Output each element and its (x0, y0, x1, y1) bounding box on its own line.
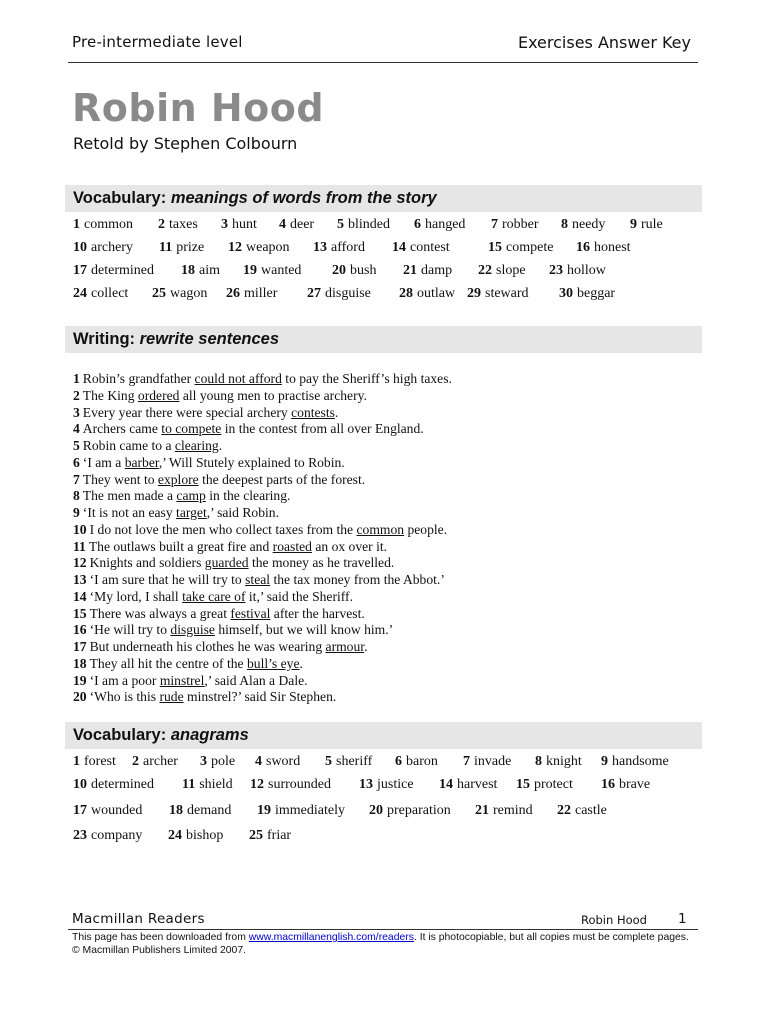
answer-number: 14 (392, 240, 406, 255)
sentence-text-end: ,’ said Robin. (206, 505, 279, 520)
answer-word-underlined: camp (176, 488, 206, 504)
vocabulary-answer (337, 217, 390, 233)
page-subtitle: Retold by Stephen Colbourn (73, 134, 298, 153)
answer-number: 1 (73, 371, 80, 386)
writing-answer-line (73, 522, 452, 539)
answer-word-underlined: bull’s eye (247, 655, 300, 671)
vocabulary-answer (226, 286, 277, 302)
vocabulary-answer (630, 217, 663, 233)
writing-answer-line (73, 622, 452, 639)
answer-word: company (91, 828, 143, 843)
vocabulary-answer (181, 263, 220, 279)
anagram-answer (395, 754, 438, 770)
anagram-answer (557, 803, 607, 819)
vocabulary-answer (243, 263, 301, 279)
footer-divider (68, 929, 698, 930)
vocabulary-answer (221, 217, 257, 233)
section-header-writing (65, 326, 702, 353)
answer-word: wounded (91, 803, 143, 818)
answer-number: 27 (307, 286, 321, 301)
vocabulary-answer (399, 286, 455, 302)
answer-number: 30 (559, 286, 573, 301)
footer-title: Robin Hood (581, 913, 647, 927)
vocabulary-answer (158, 217, 198, 233)
anagram-answer (73, 803, 142, 819)
answer-number: 20 (332, 263, 346, 278)
footer-note-text: This page has been downloaded from (72, 932, 249, 943)
writing-answer-line (73, 505, 452, 522)
anagram-answer (249, 828, 291, 844)
sentence-text-end: . (334, 404, 339, 420)
answer-word: robber (502, 217, 539, 232)
sentence-text-end: . (299, 655, 303, 671)
anagram-answer (255, 754, 300, 770)
answer-number: 12 (228, 240, 242, 255)
vocabulary-answer (576, 240, 631, 256)
sentence-text: ‘Who is this (89, 689, 160, 705)
answer-number: 21 (403, 263, 417, 278)
answer-word-underlined: target (176, 505, 207, 520)
sentence-text: ‘My lord, I shall (89, 588, 183, 604)
answer-number: 5 (337, 217, 344, 232)
writing-answer-line (73, 656, 452, 673)
vocabulary-answer (307, 286, 371, 302)
answer-number: 6 (414, 217, 421, 232)
answer-number: 23 (73, 828, 87, 843)
answer-row (73, 828, 713, 851)
section-description: rewrite sentences (139, 330, 280, 348)
writing-answer-line (73, 438, 452, 455)
writing-answer-line (73, 589, 452, 606)
anagram-answer (250, 777, 331, 793)
answer-word: contest (410, 240, 450, 255)
vocabulary-answer (491, 217, 539, 233)
answer-number: 8 (73, 488, 80, 504)
sentence-text: The outlaws built a great fire and (88, 538, 273, 554)
answer-word: compete (506, 240, 554, 255)
section-description: anagrams (170, 726, 249, 744)
answer-word-underlined: barber (124, 454, 159, 470)
anagram-answer (168, 828, 223, 844)
sentence-text: Knights and soldiers (89, 555, 205, 571)
answer-number: 15 (488, 240, 502, 255)
answer-word-underlined: common (356, 521, 405, 537)
answer-number: 13 (359, 777, 373, 792)
anagram-answer (169, 803, 231, 819)
answer-word-underlined: roasted (272, 538, 312, 554)
sentence-text-end: it,’ said the Sheriff. (245, 588, 353, 604)
sentence-text: The King (82, 387, 138, 403)
answer-word: handsome (612, 754, 669, 769)
answer-number: 20 (369, 803, 383, 818)
header-answer-key: Exercises Answer Key (517, 33, 691, 52)
answer-word-underlined: guarded (204, 555, 249, 571)
sentence-text: But underneath his clothes he was wearing (89, 639, 326, 654)
header-level: Pre-intermediate level (72, 33, 243, 51)
footer-brand: Macmillan Readers (72, 911, 205, 927)
sentence-text: They all hit the centre of the (89, 655, 247, 671)
vocabulary-answer (73, 263, 154, 279)
answer-word-underlined: take care of (182, 588, 246, 604)
answer-word-underlined: could not afford (194, 371, 282, 386)
sentence-text: They went to (82, 471, 158, 487)
answer-word: needy (572, 217, 606, 232)
answer-number: 2 (132, 754, 139, 769)
answer-word: prize (176, 240, 205, 255)
sentence-text: ‘It is not an easy (82, 505, 177, 520)
writing-answer-line (73, 606, 452, 623)
answer-word: invade (474, 754, 512, 769)
writing-answer-line (73, 639, 452, 656)
answer-number: 3 (73, 404, 80, 420)
sentence-text: Robin came to a (82, 438, 175, 453)
answer-number: 19 (73, 672, 87, 688)
answer-word: hanged (425, 217, 466, 232)
answer-number: 2 (73, 387, 80, 403)
answer-number: 10 (73, 240, 87, 255)
answer-row (73, 777, 713, 800)
sentence-text-end: himself, but we will know him.’ (214, 622, 394, 638)
answer-number: 9 (73, 505, 80, 520)
answer-number: 9 (630, 217, 637, 232)
writing-answers (73, 371, 452, 706)
answer-word: common (84, 217, 133, 232)
answer-word: determined (91, 777, 154, 792)
answer-word: hollow (567, 263, 606, 278)
answer-word: wanted (261, 263, 302, 278)
answer-word: aim (199, 263, 220, 278)
answer-number: 19 (257, 803, 271, 818)
answer-word: beggar (577, 286, 616, 301)
answer-number: 4 (73, 421, 80, 437)
anagram-answer (601, 754, 669, 770)
sentence-text-end: minstrel?’ said Sir Stephen. (183, 689, 337, 705)
answer-number: 14 (73, 588, 87, 604)
answer-number: 22 (557, 803, 571, 818)
answer-word: brave (619, 777, 651, 792)
answer-word: collect (91, 286, 129, 301)
sentence-text-end: . (218, 438, 223, 453)
answer-word-underlined: explore (157, 471, 199, 487)
answer-number: 17 (73, 639, 87, 654)
anagram-answer (73, 828, 142, 844)
answer-number: 26 (226, 286, 240, 301)
sentence-text: Archers came (82, 421, 162, 437)
answer-word-underlined: clearing (174, 438, 219, 453)
answer-word: forest (84, 754, 116, 769)
answer-number: 16 (73, 622, 87, 638)
sentence-text: Every year there were special archery (82, 404, 292, 420)
section-description: meanings of words from the story (170, 189, 437, 207)
answer-number: 3 (221, 217, 228, 232)
answer-word-underlined: steal (245, 572, 271, 587)
page-title: Robin Hood (72, 86, 325, 130)
answer-number: 21 (475, 803, 489, 818)
anagram-answer (369, 803, 451, 819)
sentence-text-end: the money as he travelled. (248, 555, 395, 571)
readers-link[interactable]: www.macmillanenglish.com/readers (248, 932, 414, 943)
answer-word: bishop (186, 828, 224, 843)
answer-word: steward (485, 286, 529, 301)
writing-answer-line (73, 405, 452, 422)
answer-word: blinded (348, 217, 390, 232)
answer-number: 9 (601, 754, 608, 769)
sentence-text: There was always a great (89, 605, 231, 621)
writing-answer-line (73, 539, 452, 556)
answer-word-underlined: ordered (137, 387, 180, 403)
answer-word-underlined: disguise (170, 622, 215, 638)
writing-answer-line (73, 388, 452, 405)
anagram-answer (439, 777, 497, 793)
footer-note-text-end: . It is photocopiable, but all copies must be complete pages. © Macmillan Publishers Limited 2007. (72, 932, 689, 956)
answer-word-underlined: contests (291, 404, 335, 420)
anagram-answer (475, 803, 533, 819)
answer-number: 22 (478, 263, 492, 278)
answer-number: 18 (181, 263, 195, 278)
header-divider (68, 62, 698, 63)
answer-number: 13 (313, 240, 327, 255)
answer-word: shield (199, 777, 233, 792)
answer-word: archer (143, 754, 178, 769)
answer-number: 25 (152, 286, 166, 301)
section-header-vocabulary-anagrams (65, 722, 702, 749)
sentence-text-end: people. (404, 521, 448, 537)
answer-number: 20 (73, 689, 87, 705)
page-number: 1 (678, 911, 687, 927)
answer-number: 6 (73, 454, 80, 470)
section-label: Writing: (73, 330, 136, 348)
anagram-answer (463, 754, 511, 770)
answer-word-underlined: festival (230, 605, 271, 621)
answer-word-underlined: to compete (161, 421, 222, 437)
answer-number: 1 (73, 217, 80, 232)
vocabulary-answer (488, 240, 553, 256)
answer-word: rule (641, 217, 663, 232)
vocabulary-answer (279, 217, 314, 233)
sentence-text-end: in the contest from all over England. (221, 421, 424, 437)
sentence-text-end: . (364, 639, 368, 654)
anagram-answer (73, 754, 116, 770)
answer-word: remind (493, 803, 533, 818)
sentence-text: ‘I am sure that he will try to (89, 572, 246, 587)
answer-word: harvest (457, 777, 498, 792)
vocabulary-answer (152, 286, 207, 302)
answer-number: 29 (467, 286, 481, 301)
answer-word-underlined: armour (325, 639, 365, 654)
answer-number: 11 (159, 240, 173, 255)
answer-word: honest (594, 240, 631, 255)
sentence-text-end: the tax money from the Abbot.’ (270, 572, 445, 587)
vocabulary-answer (478, 263, 526, 279)
answer-word: knight (546, 754, 582, 769)
answer-word: weapon (246, 240, 290, 255)
answer-number: 24 (73, 286, 87, 301)
answer-number: 23 (549, 263, 563, 278)
answer-word: demand (187, 803, 232, 818)
answer-word: surrounded (268, 777, 331, 792)
answer-number: 7 (73, 471, 80, 487)
vocabulary-answer (73, 217, 133, 233)
sentence-text: ‘I am a poor (89, 672, 160, 688)
anagram-answer (601, 777, 650, 793)
vocabulary-answer (159, 240, 204, 256)
answer-word: wagon (170, 286, 208, 301)
writing-answer-line (73, 689, 452, 706)
answer-word: outlaw (417, 286, 456, 301)
answer-word: determined (91, 263, 154, 278)
anagram-answer (516, 777, 573, 793)
answer-number: 8 (535, 754, 542, 769)
answer-number: 8 (561, 217, 568, 232)
answer-number: 3 (200, 754, 207, 769)
answer-word: taxes (169, 217, 198, 232)
answer-number: 24 (168, 828, 182, 843)
anagram-answer (325, 754, 372, 770)
answer-number: 4 (279, 217, 286, 232)
anagram-answer (359, 777, 414, 793)
answer-number: 11 (73, 538, 86, 554)
vocabulary-answer (392, 240, 450, 256)
vocabulary-answer (313, 240, 365, 256)
sentence-text: I do not love the men who collect taxes from the (89, 521, 357, 537)
answer-word: friar (267, 828, 292, 843)
footer-note (72, 932, 692, 957)
answer-word: baron (406, 754, 438, 769)
sentence-text-end: an ox over it. (311, 538, 388, 554)
answer-word: sheriff (336, 754, 373, 769)
answer-number: 12 (250, 777, 264, 792)
writing-answer-line (73, 455, 452, 472)
vocabulary-answer (332, 263, 376, 279)
anagram-answer (535, 754, 582, 770)
sentence-text: The men made a (82, 488, 177, 504)
answer-word-underlined: minstrel (159, 672, 205, 688)
answer-word-underlined: rude (159, 689, 184, 705)
answer-number: 16 (576, 240, 590, 255)
answer-word: archery (91, 240, 133, 255)
answer-number: 14 (439, 777, 453, 792)
answer-number: 25 (249, 828, 263, 843)
answer-word: justice (377, 777, 414, 792)
answer-number: 2 (158, 217, 165, 232)
writing-answer-line (73, 673, 452, 690)
sentence-text-end: the deepest parts of the forest. (198, 471, 366, 487)
sentence-text-end: in the clearing. (205, 488, 291, 504)
answer-number: 6 (395, 754, 402, 769)
vocabulary-answer (403, 263, 452, 279)
answer-word: deer (290, 217, 315, 232)
answer-number: 7 (463, 754, 470, 769)
vocabulary-answer (467, 286, 529, 302)
answer-number: 15 (516, 777, 530, 792)
vocabulary-answer (73, 240, 133, 256)
answer-word: afford (331, 240, 365, 255)
anagram-answer (73, 777, 154, 793)
sentence-text-end: all young men to practise archery. (179, 387, 367, 403)
vocabulary-answer (561, 217, 605, 233)
anagram-answer (182, 777, 233, 793)
answer-number: 18 (169, 803, 183, 818)
answer-word: immediately (275, 803, 345, 818)
section-label: Vocabulary: (73, 726, 167, 744)
sentence-text-end: after the harvest. (270, 605, 365, 621)
anagram-answer (200, 754, 235, 770)
answer-word: disguise (325, 286, 371, 301)
answer-number: 11 (182, 777, 196, 792)
answer-number: 13 (73, 572, 87, 587)
vocabulary-answer (549, 263, 606, 279)
anagram-answer (132, 754, 178, 770)
answer-number: 28 (399, 286, 413, 301)
answer-number: 12 (73, 555, 87, 571)
writing-answer-line (73, 488, 452, 505)
vocabulary-answer (559, 286, 615, 302)
answer-word: damp (421, 263, 453, 278)
writing-answer-line (73, 421, 452, 438)
writing-answer-line (73, 472, 452, 489)
answer-number: 4 (255, 754, 262, 769)
sentence-text: ‘I am a (82, 454, 125, 470)
vocabulary-answer (73, 286, 128, 302)
anagram-answer (257, 803, 345, 819)
answer-word: miller (244, 286, 278, 301)
section-header-vocabulary-meanings (65, 185, 702, 212)
answer-word: protect (534, 777, 573, 792)
answer-word: bush (350, 263, 377, 278)
answer-number: 17 (73, 803, 87, 818)
answer-word: castle (575, 803, 607, 818)
sentence-text-end: ,’ Will Stutely explained to Robin. (158, 454, 345, 470)
answer-number: 18 (73, 655, 87, 671)
answer-word: preparation (387, 803, 451, 818)
answer-number: 19 (243, 263, 257, 278)
vocabulary-answer (228, 240, 290, 256)
answer-number: 1 (73, 754, 80, 769)
answer-word: sword (266, 754, 301, 769)
vocabulary-answer (414, 217, 465, 233)
answer-number: 5 (325, 754, 332, 769)
answer-number: 10 (73, 777, 87, 792)
answer-word: pole (211, 754, 236, 769)
sentence-text: Robin’s grandfather (82, 371, 195, 386)
answer-word: hunt (232, 217, 257, 232)
answer-row (73, 803, 713, 826)
answer-number: 15 (73, 605, 87, 621)
answer-number: 16 (601, 777, 615, 792)
answer-number: 7 (491, 217, 498, 232)
answer-row (73, 754, 713, 777)
writing-answer-line (73, 371, 452, 388)
writing-answer-line (73, 572, 452, 589)
sentence-text-end: to pay the Sheriff’s high taxes. (281, 371, 452, 386)
sentence-text: ‘He will try to (89, 622, 171, 638)
section-label: Vocabulary: (73, 189, 167, 207)
answer-number: 17 (73, 263, 87, 278)
answer-number: 10 (73, 521, 87, 537)
answer-number: 5 (73, 438, 80, 453)
writing-answer-line (73, 555, 452, 572)
sentence-text-end: ,’ said Alan a Dale. (204, 672, 308, 688)
answer-word: slope (496, 263, 526, 278)
